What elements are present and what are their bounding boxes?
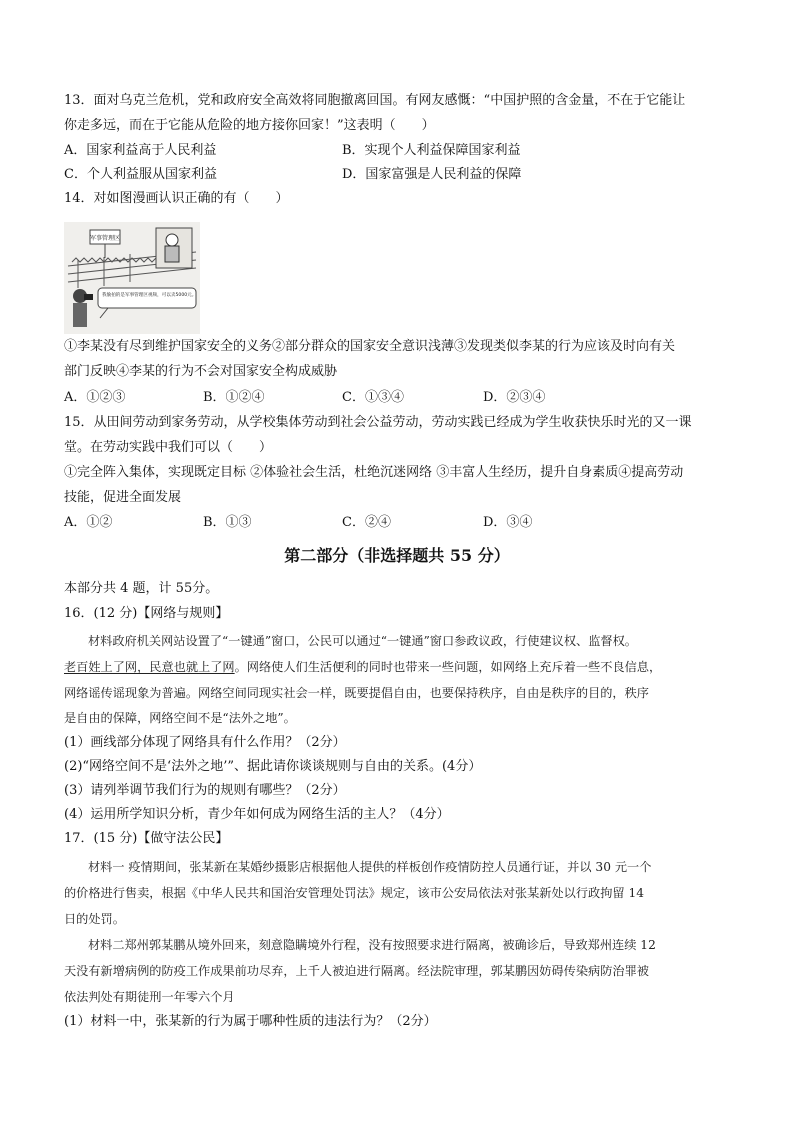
q16-sub4: (4）运用所学知识分析，青少年如何成为网络生活的主人？（4分） [64,807,450,822]
q14-option-d: D．②③④ [483,390,546,405]
q16-material-line3: 网络谣传谣现象为普遍。网络空间同现实社会一样，既要提倡自由，也要保持秩序，自由是秩序的目的，秩序 [64,686,649,700]
q16-material-line4: 是自由的保障，网络空间不是“法外之地”。 [64,711,296,725]
q17-material1-line3: 日的处罚。 [64,912,125,926]
q16-material-line2: 老百姓上了网，民意也就上了网。网络使人们生活便利的同时也带来一些问题，如网络上充斥着一些不良信息， [64,660,662,674]
q17-material2-line3: 依法判处有期徒刑一年零六个月 [64,990,235,1004]
q15-option-d: D．③④ [483,515,533,530]
q16-underlined-text: 老百姓上了网，民意也就上了网 [64,660,235,674]
q15-stem-line1: 15．从田间劳动到家务劳动，从学校集体劳动到社会公益劳动，劳动实践已经成为学生收获快乐时光的又一课 [64,415,692,430]
q15-option-b: B．①③ [203,515,252,530]
q14-option-b: B．①②④ [203,390,265,405]
q13-stem-line2: 你走多远，而在于它能从危险的地方接你回家！”这表明（ ） [64,118,435,133]
part2-intro: 本部分共 4 题，计 55分。 [64,581,219,596]
q16-sub1: (1）画线部分体现了网络具有什么作用？（2分） [64,735,346,750]
q15-stem-line2: 堂。在劳动实践中我们可以（ ） [64,440,273,455]
q16-sub2: (2)“网络空间不是‘法外之地’”、据此请你谈谈规则与自由的关系。(4分） [64,759,482,774]
q14-option-c: C．①③④ [342,390,404,405]
q15-statements-line2: 技能，促进全面发展 [64,490,182,505]
q14-option-a: A．①②③ [64,390,126,405]
q14-statements-line2: 部门反映④李某的行为不会对国家安全构成威胁 [64,364,338,379]
q17-header: 17．(15 分)【做守法公民】 [64,831,229,846]
cartoon-image [64,222,200,334]
q13-option-d: D．国家富强是人民利益的保障 [342,167,522,182]
q17-sub1: (1）材料一中，张某新的行为属于哪种性质的违法行为？（2分） [64,1014,437,1029]
cartoon-bubble-text: 我偷拍的是军事管理区视频，可以卖5000元。 [102,293,197,298]
q14-statements-line1: ①李某没有尽到维护国家安全的义务②部分群众的国家安全意识浅薄③发现类似李某的行为应该及时向有关 [64,339,676,354]
q13-stem-line1: 13．面对乌克兰危机，党和政府安全高效将同胞撤离回国。有网友感慨：“中国护照的含金量，不在于它能让 [64,93,686,108]
q13-option-a: A．国家利益高于人民利益 [64,143,217,158]
q16-material-line1: 材料政府机关网站设置了“一键通”窗口，公民可以通过“一键通”窗口参政议政，行使建议权、监督权。 [88,634,637,648]
q13-option-c: C．个人利益服从国家利益 [64,167,217,182]
q14-stem: 14．对如图漫画认识正确的有（ ） [64,191,289,206]
q17-material2-line1: 材料二郑州郭某鹏从境外回来，刻意隐瞒境外行程，没有按照要求进行隔离，被确诊后，导致郑州连续 12 [88,938,656,952]
q17-material1-line1: 材料一 疫情期间，张某新在某婚纱摄影店根据他人提供的样板创作疫情防控人员通行证，并以 30 元一个 [88,860,652,874]
q17-material2-line2: 天没有新增病例的防疫工作成果前功尽弃，上千人被迫进行隔离。经法院审理，郭某鹏因妨碍传染病防治罪被 [64,964,649,978]
q16-sub3: (3）请列举调节我们行为的规则有哪些？（2分） [64,783,346,798]
q13-option-b: B．实现个人利益保障国家利益 [342,143,521,158]
q16-header: 16．(12 分)【网络与规则】 [64,606,229,621]
q15-option-c: C．②④ [342,515,391,530]
part2-title: 第二部分（非选择题共 55 分） [284,546,510,565]
q15-statements-line1: ①完全阵入集体，实现既定目标 ②体验社会生活，杜绝沉迷网络 ③丰富人生经历，提升自身素质④提高劳动 [64,465,684,480]
cartoon-sign-text: 军事管理区 [89,235,121,242]
q17-material1-line2: 的价格进行售卖，根据《中华人民共和国治安管理处罚法》规定，该市公安局依法对张某新处以行政拘留 14 [64,886,645,900]
q15-option-a: A．①② [64,515,113,530]
